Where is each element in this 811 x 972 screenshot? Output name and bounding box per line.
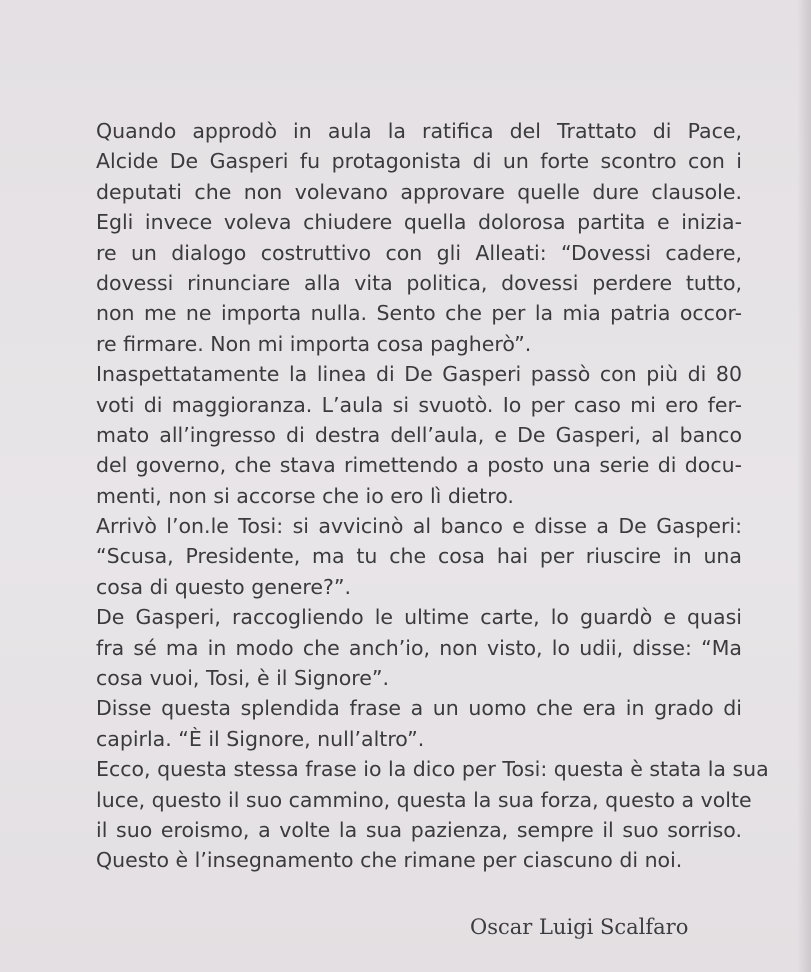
text-line: del governo, che stava rimettendo a posto una serie di docu-: [96, 453, 742, 478]
text-line: Disse questa splendida frase a un uomo che era in grado di: [96, 696, 742, 721]
text-line: Ecco, questa stessa frase io la dico per Tosi: questa è stata la sua: [96, 757, 769, 782]
text-line: dovessi rinunciare alla vita politica, dovessi perdere tutto,: [96, 270, 742, 295]
text-line: Egli invece voleva chiudere quella dolorosa partita e inizia-: [96, 210, 742, 235]
text-line: cosa di questo genere?”.: [96, 574, 352, 599]
text-line: non me ne importa nulla. Sento che per la mia patria occor-: [96, 301, 742, 326]
text-line: “Scusa, Presidente, ma tu che cosa hai per riuscire in una: [96, 544, 742, 569]
text-line: deputati che non volevano approvare quelle dure clausole.: [96, 179, 742, 204]
text-line: Arrivò l’on.le Tosi: si avvicinò al banco e disse a De Gasperi:: [96, 514, 742, 539]
text-line: capirla. “È il Signore, null’altro”.: [96, 726, 425, 751]
page-edge-shadow: [797, 0, 811, 972]
text-line: re un dialogo costruttivo con gli Alleati: “Dovessi cadere,: [96, 240, 742, 265]
text-line: il suo eroismo, a volte la sua pazienza, sempre il suo sorriso.: [96, 817, 742, 842]
body-text: [96, 116, 769, 876]
text-line: Questo è l’insegnamento che rimane per ciascuno di noi.: [96, 848, 683, 873]
text-line: voti di maggioranza. L’aula si svuotò. Io per caso mi ero fer-: [96, 392, 742, 417]
text-line: De Gasperi, raccogliendo le ultime carte, lo guardò e quasi: [96, 605, 742, 630]
text-line: luce, questo il suo cammino, questa la sua forza, questo a volte: [96, 787, 752, 812]
text-line: re firmare. Non mi importa cosa pagherò”.: [96, 331, 532, 356]
author-signature: Oscar Luigi Scalfaro: [470, 915, 689, 939]
text-line: cosa vuoi, Tosi, è il Signore”.: [96, 666, 389, 691]
text-line: Inaspettatamente la linea di De Gasperi passò con più di 80: [96, 362, 742, 387]
text-line: Quando approdò in aula la ratifica del Trattato di Pace,: [96, 119, 742, 143]
text-line: menti, non si accorse che io ero lì dietro.: [96, 483, 514, 508]
text-line: Alcide De Gasperi fu protagonista di un forte scontro con i: [96, 149, 742, 174]
text-line: mato all’ingresso di destra dell’aula, e De Gasperi, al banco: [96, 422, 742, 447]
text-line: fra sé ma in modo che anch’io, non visto, lo udii, disse: “Ma: [96, 635, 742, 660]
